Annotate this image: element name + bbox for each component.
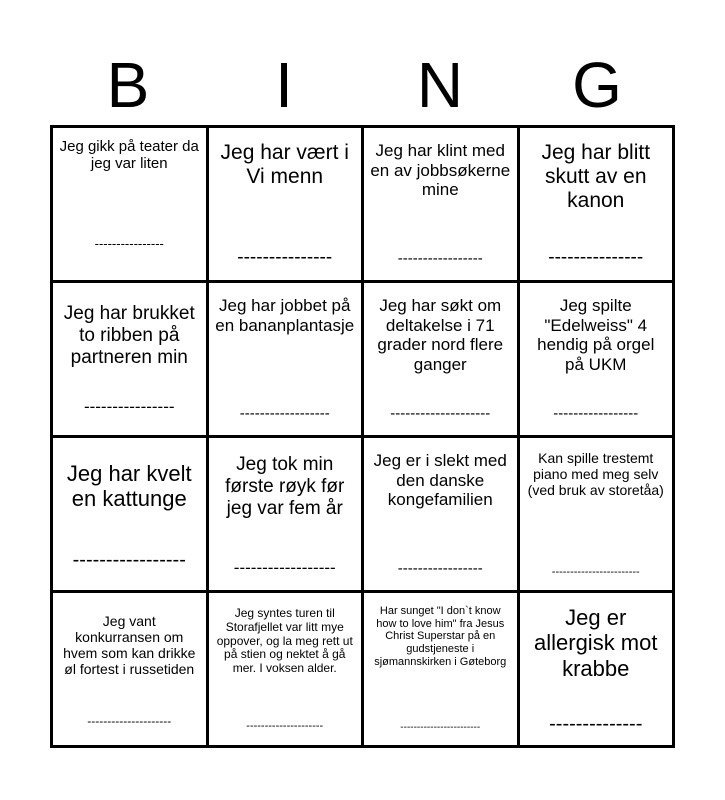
cell-statement: Jeg har søkt om deltakelse i 71 grader nord flere ganger bbox=[377, 296, 504, 374]
cell-statement: Kan spille trestemt piano med meg selv (ved bruk av storetåa) bbox=[527, 450, 664, 499]
cell-statement: Jeg har klint med en av jobbsøkerne mine bbox=[370, 141, 511, 200]
bingo-cell[interactable] bbox=[209, 283, 362, 435]
header-letter-g: G bbox=[572, 49, 622, 121]
bingo-grid bbox=[50, 125, 675, 748]
bingo-cell[interactable] bbox=[364, 438, 517, 590]
cell-statement: Jeg er i slekt med den danske kongefamilien bbox=[373, 451, 507, 510]
cell-signature-line: -------------------- bbox=[390, 406, 491, 421]
cell-signature-line: ----------------- bbox=[72, 550, 186, 570]
cell-signature-line: --------------- bbox=[548, 248, 644, 267]
cell-signature-line: --------------------- bbox=[87, 715, 172, 727]
bingo-cell[interactable] bbox=[364, 593, 517, 745]
bingo-header bbox=[50, 49, 675, 121]
cell-signature-line: ----------------- bbox=[397, 251, 483, 266]
cell-statement: Jeg har vært i Vi menn bbox=[220, 141, 349, 189]
bingo-cell[interactable] bbox=[520, 438, 673, 590]
bingo-cell[interactable] bbox=[53, 438, 206, 590]
cell-statement: Jeg har jobbet på en bananplantasje bbox=[215, 296, 355, 335]
cell-statement: Jeg spilte "Edelweiss" 4 hendig på orgel på UKM bbox=[537, 296, 655, 374]
header-letter-n: N bbox=[416, 49, 464, 121]
cell-signature-line: --------------------- bbox=[246, 721, 324, 732]
cell-statement: Har sunget "I don`t know how to love him" fra Jesus Christ Superstar på en gudstjeneste i sjømannskirken i Gøteborg bbox=[374, 605, 507, 668]
bingo-cell[interactable] bbox=[53, 283, 206, 435]
cell-signature-line: ------------------------ bbox=[551, 567, 640, 578]
bingo-cell[interactable] bbox=[209, 128, 362, 280]
cell-statement: Jeg gikk på teater da jeg var liten bbox=[59, 138, 199, 173]
cell-signature-line: ---------------- bbox=[94, 237, 164, 250]
cell-statement: Jeg har kvelt en kattunge bbox=[66, 461, 192, 512]
cell-signature-line: ---------------- bbox=[83, 398, 175, 415]
bingo-cell[interactable] bbox=[364, 283, 517, 435]
cell-statement: Jeg har brukket to ribben på partneren min bbox=[63, 303, 195, 368]
bingo-cell[interactable] bbox=[364, 128, 517, 280]
cell-signature-line: ----------------- bbox=[397, 561, 483, 576]
cell-statement: Jeg syntes turen til Storafjellet var litt mye oppover, og la meg rett ut på stien og nektet å gå mer. I voksen alder. bbox=[216, 606, 353, 676]
header-letter-i: I bbox=[275, 49, 293, 121]
cell-signature-line: -------------- bbox=[549, 714, 643, 734]
cell-statement: Jeg har blitt skutt av en kanon bbox=[541, 141, 651, 213]
cell-signature-line: --------------- bbox=[237, 248, 333, 267]
bingo-cell[interactable] bbox=[520, 283, 673, 435]
cell-signature-line: ----------------- bbox=[553, 406, 639, 421]
bingo-cell[interactable] bbox=[53, 593, 206, 745]
bingo-cell[interactable] bbox=[520, 128, 673, 280]
cell-signature-line: ------------------ bbox=[233, 559, 336, 576]
cell-statement: Jeg vant konkurransen om hvem som kan drikke øl fortest i russetiden bbox=[63, 613, 196, 678]
bingo-cell[interactable] bbox=[520, 593, 673, 745]
bingo-cell[interactable] bbox=[209, 593, 362, 745]
cell-statement: Jeg er allergisk mot krabbe bbox=[534, 605, 658, 681]
header-letter-b: B bbox=[106, 49, 150, 121]
cell-signature-line: ------------------ bbox=[239, 406, 330, 421]
bingo-cell[interactable] bbox=[53, 128, 206, 280]
cell-statement: Jeg tok min første røyk før jeg var fem år bbox=[225, 454, 345, 519]
bingo-cell[interactable] bbox=[209, 438, 362, 590]
cell-signature-line: ------------------------ bbox=[400, 723, 481, 733]
